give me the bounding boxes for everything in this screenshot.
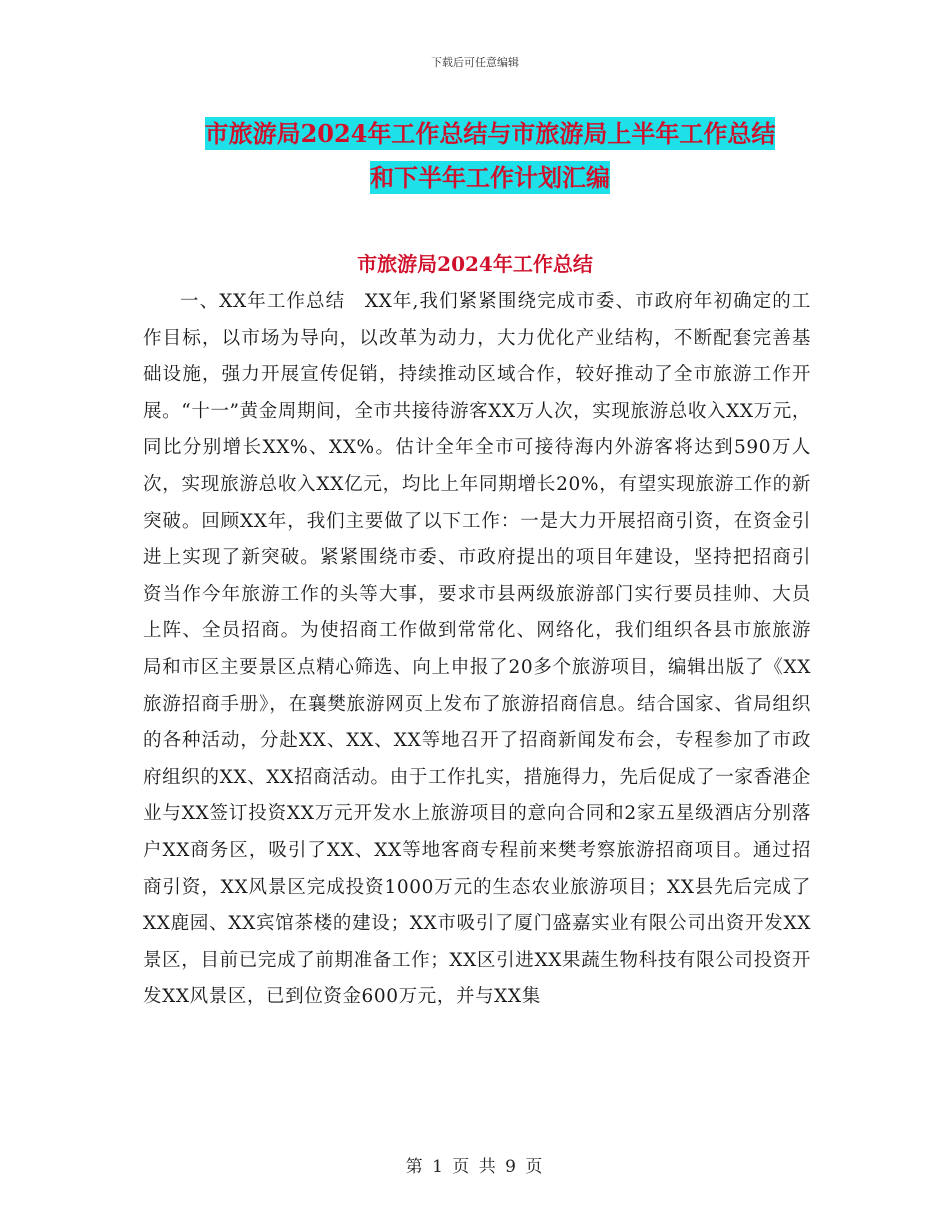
- page-footer: 第 1 页 共 9 页: [405, 1157, 545, 1177]
- title-line-2: 和下半年工作计划汇编: [370, 163, 610, 192]
- header-note: 下载后可任意编辑: [431, 56, 519, 69]
- title-line-1: 市旅游局2024年工作总结与市旅游局上半年工作总结: [204, 119, 776, 148]
- body-paragraph: 一、XX年工作总结 XX年,我们紧紧围绕完成市委、市政府年初确定的工作目标，以市场为导向，以改革为动力，大力优化产业结构，不断配套完善基础设施，强力开展宣传促销，持续推动区域合作，较好推动了全市旅游工作开展。“十一”黄金周期间，全市共接待游客XX万人次，实现旅游总收入XX万元，同比分别增长XX%、XX%。估计全年全市可接待海内外游客将达到590万人次，实现旅游总收入XX亿元，均比上年同期增长20%，有望实现旅游工作的新突破。回顾XX年，我们主要做了以下工作：一是大力开展招商引资，在资金引进上实现了新突破。紧紧围绕市委、市政府提出的项目年建设，坚持把招商引资当作今年旅游工作的头等大事，要求市县两级旅游部门实行要员挂帅、大员上阵、全员招商。为使招商工作做到常常化、网络化，我们组织各县市旅旅游局和市区主要景区点精心筛选、向上申报了20多个旅游项目，编辑出版了《XX旅游招商手册》，在襄樊旅游网页上发布了旅游招商信息。结合国家、省局组织的各种活动，分赴XX、XX、XX等地召开了招商新闻发布会，专程参加了市政府组织的XX、XX招商活动。由于工作扎实，措施得力，先后促成了一家香港企业与XX签订投资XX万元开发水上旅游项目的意向合同和2家五星级酒店分别落户XX商务区，吸引了XX、XX等地客商专程前来樊考察旅游招商项目。通过招商引资，XX风景区完成投资1000万元的生态农业旅游项目；XX县先后完成了XX鹿园、XX宾馆茶楼的建设；XX市吸引了厦门盛嘉实业有限公司出资开发XX景区，目前已完成了前期准备工作；XX区引进XX果蔬生物科技有限公司投资开发XX风景区，已到位资金600万元，并与XX集: [143, 291, 811, 1008]
- section-title: 市旅游局2024年工作总结: [357, 252, 593, 276]
- document-title: [140, 112, 840, 200]
